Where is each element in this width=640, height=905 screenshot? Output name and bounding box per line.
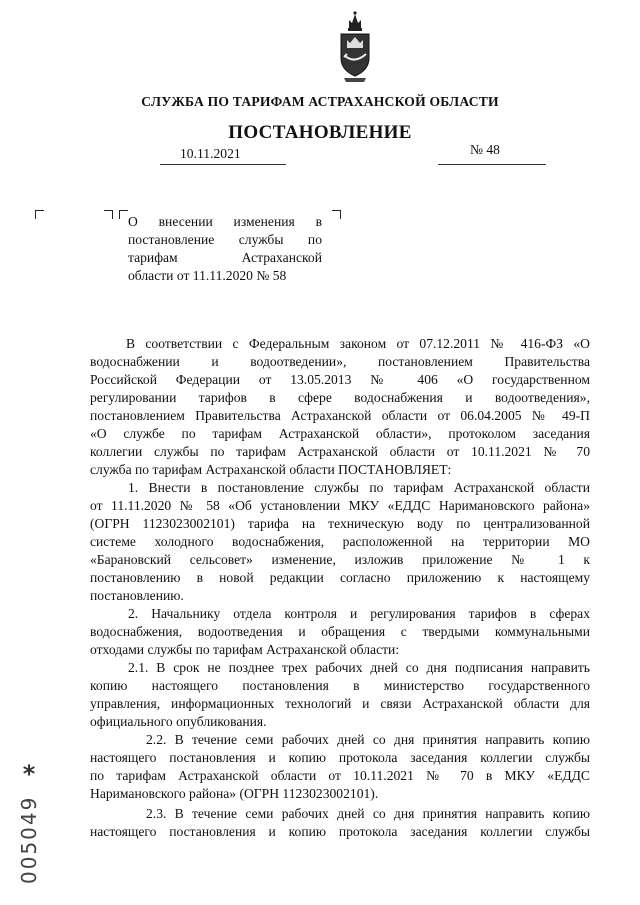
- serial-stamp: [14, 760, 44, 888]
- body-line: коллегии службы по тарифам Астраханской области от 10.11.2021 № 70: [90, 444, 590, 459]
- body-line: 2. Начальнику отдела контроля и регулирования тарифов в сферах: [128, 606, 590, 621]
- body-line: 2.3. В течение семи рабочих дней со дня принятия направить копию: [146, 806, 590, 821]
- document-date: 10.11.2021: [180, 146, 241, 161]
- body-line: постановлению.: [90, 588, 184, 603]
- body-line: «Барановский сельсовет» изменение, изложив приложение № 1 к: [90, 552, 590, 567]
- body-line: управления, информационных технологий и связи Астраханской области для: [90, 696, 590, 711]
- subject-line: постановление службы по: [128, 232, 322, 247]
- body-line: постановлением Правительства Астраханской области от 06.04.2005 № 49-П: [90, 408, 590, 423]
- body-line: (ОГРН 1123023002101) тарифа на техническую воду по централизованной: [90, 516, 590, 531]
- coat-of-arms-emblem: [332, 8, 378, 84]
- agency-name: СЛУЖБА ПО ТАРИФАМ АСТРАХАНСКОЙ ОБЛАСТИ: [141, 94, 499, 109]
- subject-line: области от 11.11.2020 № 58: [128, 268, 287, 283]
- body-line: служба по тарифам Астраханской области ПОСТАНОВЛЯЕТ:: [90, 462, 452, 477]
- left-corner-mark: [35, 210, 44, 219]
- body-line: по тарифам Астраханской области от 10.11.2021 № 70 в МКУ «ЕДДС: [90, 768, 590, 783]
- subject-open-bracket-right: [104, 210, 113, 219]
- number-underline: [438, 164, 546, 165]
- date-underline: [160, 164, 286, 165]
- stamp-serial: 005049: [17, 795, 41, 884]
- body-line: водоснабжении и водоотведении», постановлением Правительства: [90, 354, 590, 369]
- body-line: копию настоящего постановления в министерство государственного: [90, 678, 590, 693]
- stamp-mark: *: [22, 760, 36, 788]
- body-line: 2.2. В течение семи рабочих дней со дня принятия направить копию: [146, 732, 590, 747]
- body-line: 2.1. В срок не позднее трех рабочих дней со дня подписания направить: [128, 660, 590, 675]
- document-type-title: ПОСТАНОВЛЕНИЕ: [228, 122, 412, 143]
- body-line: системе холодного водоснабжения, расположенной на территории МО: [90, 534, 590, 549]
- body-line: водоснабжения, водоотведения и обращения с твердыми коммунальными: [90, 624, 590, 639]
- body-line: 1. Внести в постановление службы по тарифам Астраханской области: [128, 480, 590, 495]
- body-line: от 11.11.2020 № 58 «Об установлении МКУ «ЕДДС Наримановского района»: [90, 498, 590, 513]
- subject-line: тарифам Астраханской: [128, 250, 322, 265]
- subject-open-bracket-left: [119, 210, 128, 219]
- body-line: постановлению в новой редакции согласно приложению к настоящему: [90, 570, 590, 585]
- body-line: Российской Федерации от 13.05.2013 № 406 «О государственном: [90, 372, 590, 387]
- body-line: настоящего постановления и копию протокола заседания коллегии службы: [90, 750, 590, 765]
- body-line: Наримановского района» (ОГРН 1123023002101).: [90, 786, 379, 801]
- body-line: настоящего постановления и копию протокола заседания коллегии службы: [90, 824, 590, 839]
- document-number: № 48: [470, 142, 500, 157]
- subject-close-bracket: [332, 210, 341, 219]
- subject-line: О внесении изменения в: [128, 214, 322, 229]
- body-line: «О службе по тарифам Астраханской области», протоколом заседания: [90, 426, 590, 441]
- body-line: В соответствии с Федеральным законом от 07.12.2011 № 416-ФЗ «О: [126, 336, 590, 351]
- body-line: официального опубликования.: [90, 714, 267, 729]
- body-line: регулировании тарифов в сфере водоснабжения и водоотведения»,: [90, 390, 590, 405]
- body-line: отходами службы по тарифам Астраханской области:: [90, 642, 400, 657]
